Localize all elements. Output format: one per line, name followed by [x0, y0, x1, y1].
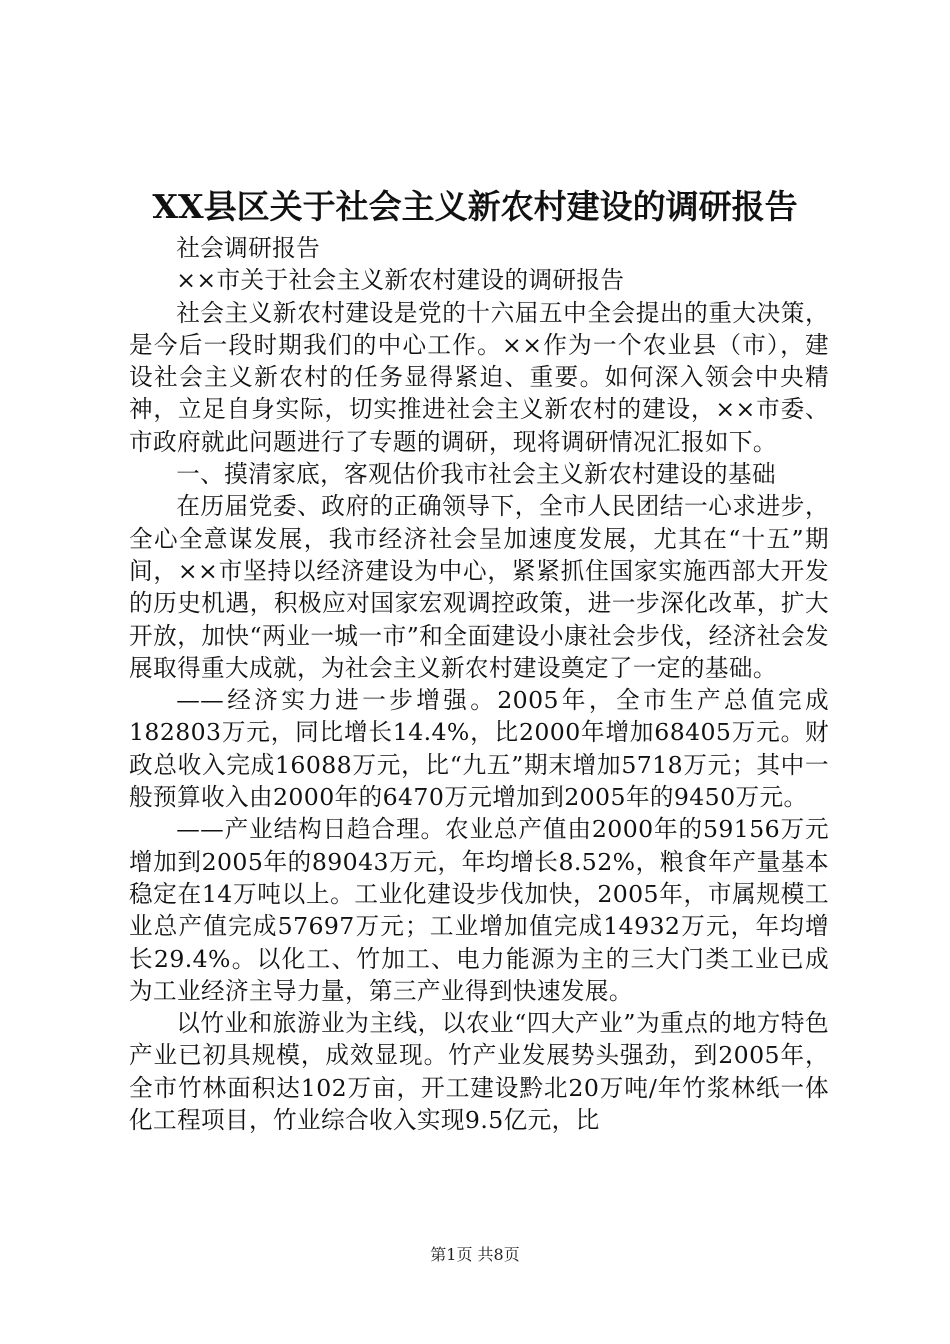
page-number-footer: 第1页 共8页 — [430, 1245, 520, 1264]
document-body — [129, 232, 829, 1136]
paragraph-bamboo-tourism: 以竹业和旅游业为主线，以农业“四大产业”为重点的地方特色产业已初具规模，成效显现。竹产业发展势头强劲，到2005年，全市竹林面积达102万亩，开工建设黔北20万吨/年竹浆林纸一体化工程项目，竹业综合收入实现9.5亿元，比 — [129, 1009, 829, 1135]
paragraph-background: 在历届党委、政府的正确领导下，全市人民团结一心求进步，全心全意谋发展，我市经济社会呈加速度发展，尤其在“十五”期间，××市坚持以经济建设为中心，紧紧抓住国家实施西部大开发的历史机遇，积极应对国家宏观调控政策，进一步深化改革，扩大开放，加快“两业一城一市”和全面建设小康社会步伐，经济社会发展取得重大成就，为社会主义新农村建设奠定了一定的基础。 — [129, 492, 829, 682]
document-title: XX县区关于社会主义新农村建设的调研报告 — [152, 187, 798, 226]
paragraph-industry-structure: ——产业结构日趋合理。农业总产值由2000年的59156万元增加到2005年的89043万元，年均增长8.52%，粮食年产量基本稳定在14万吨以上。工业化建设步伐加快，2005年，市属规模工业总产值完成57697万元；工业增加值完成14932万元，年均增长29.4%。以化工、竹加工、电力能源为主的三大门类工业已成为工业经济主导力量，第三产业得到快速发展。 — [129, 815, 829, 1005]
paragraph-economic-strength: ——经济实力进一步增强。2005年，全市生产总值完成182803万元，同比增长14.4%，比2000年增加68405万元。财政总收入完成16088万元，比“九五”期末增加5718万元；其中一般预算收入由2000年的6470万元增加到2005年的9450万元。 — [129, 686, 829, 812]
section-heading-1: 一、摸清家底，客观估价我市社会主义新农村建设的基础 — [176, 460, 777, 489]
subheading-report-title: ××市关于社会主义新农村建设的调研报告 — [176, 266, 625, 295]
paragraph-intro: 社会主义新农村建设是党的十六届五中全会提出的重大决策，是今后一段时期我们的中心工作。××作为一个农业县（市），建设社会主义新农村的任务显得紧迫、重要。如何深入领会中央精神，立足自身实际，切实推进社会主义新农村的建设，××市委、市政府就此问题进行了专题的调研，现将调研情况汇报如下。 — [129, 298, 829, 456]
subheading-report-type: 社会调研报告 — [176, 234, 321, 262]
